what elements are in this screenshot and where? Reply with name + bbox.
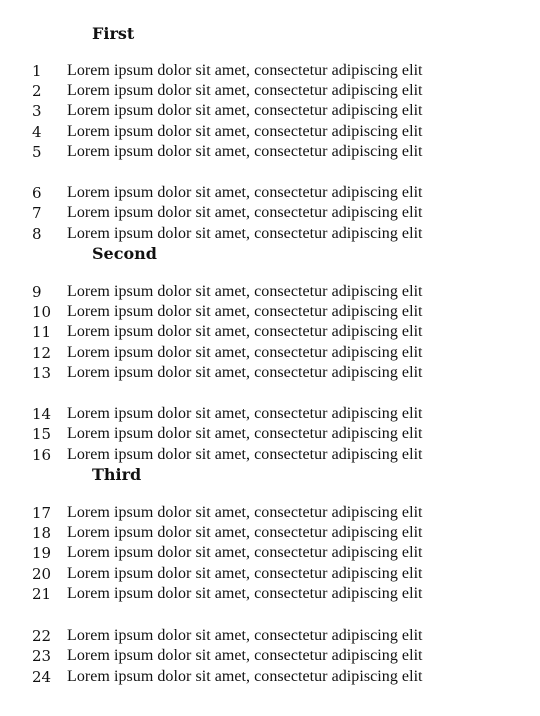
numbered-line [32, 302, 492, 322]
line-number: 3 [32, 102, 42, 120]
numbered-line [32, 61, 492, 81]
section-title-first: First [92, 24, 135, 43]
line-text: Lorem ipsum dolor sit amet, consectetur adipiscing elit [67, 544, 423, 561]
line-number: 22 [32, 627, 52, 645]
line-number: 19 [32, 544, 52, 562]
line-text: Lorem ipsum dolor sit amet, consectetur adipiscing elit [67, 82, 423, 99]
line-number: 14 [32, 405, 52, 423]
numbered-line [32, 101, 492, 121]
line-number: 2 [32, 82, 42, 100]
line-text: Lorem ipsum dolor sit amet, consectetur adipiscing elit [67, 565, 423, 582]
line-number: 1 [32, 62, 42, 80]
numbered-line [32, 224, 492, 244]
numbered-line [32, 183, 492, 203]
line-text: Lorem ipsum dolor sit amet, consectetur adipiscing elit [67, 344, 423, 361]
line-number: 20 [32, 565, 52, 583]
numbered-line [32, 646, 492, 666]
line-number: 24 [32, 668, 52, 686]
numbered-line [32, 322, 492, 342]
line-number: 10 [32, 303, 52, 321]
line-text: Lorem ipsum dolor sit amet, consectetur adipiscing elit [67, 323, 423, 340]
numbered-line [32, 122, 492, 142]
numbered-line [32, 564, 492, 584]
line-number: 23 [32, 647, 52, 665]
line-text: Lorem ipsum dolor sit amet, consectetur adipiscing elit [67, 405, 423, 422]
section-title-second: Second [92, 244, 157, 263]
line-number: 11 [32, 323, 52, 341]
line-text: Lorem ipsum dolor sit amet, consectetur adipiscing elit [67, 668, 423, 685]
numbered-line [32, 523, 492, 543]
line-text: Lorem ipsum dolor sit amet, consectetur adipiscing elit [67, 102, 423, 119]
numbered-line [32, 543, 492, 563]
line-text: Lorem ipsum dolor sit amet, consectetur adipiscing elit [67, 364, 423, 381]
numbered-line [32, 584, 492, 604]
line-text: Lorem ipsum dolor sit amet, consectetur adipiscing elit [67, 184, 423, 201]
line-number: 18 [32, 524, 52, 542]
line-text: Lorem ipsum dolor sit amet, consectetur adipiscing elit [67, 585, 423, 602]
line-number: 16 [32, 446, 52, 464]
line-text: Lorem ipsum dolor sit amet, consectetur adipiscing elit [67, 627, 423, 644]
line-number: 9 [32, 283, 42, 301]
line-number: 17 [32, 504, 52, 522]
line-text: Lorem ipsum dolor sit amet, consectetur adipiscing elit [67, 225, 423, 242]
numbered-line [32, 81, 492, 101]
line-number: 12 [32, 344, 52, 362]
numbered-line [32, 445, 492, 465]
numbered-line [32, 142, 492, 162]
numbered-line [32, 282, 492, 302]
numbered-line [32, 404, 492, 424]
line-text: Lorem ipsum dolor sit amet, consectetur adipiscing elit [67, 62, 423, 79]
line-text: Lorem ipsum dolor sit amet, consectetur adipiscing elit [67, 504, 423, 521]
line-number: 8 [32, 225, 42, 243]
numbered-line [32, 203, 492, 223]
numbered-line [32, 503, 492, 523]
line-number: 15 [32, 425, 52, 443]
line-text: Lorem ipsum dolor sit amet, consectetur adipiscing elit [67, 647, 423, 664]
section-title-third: Third [92, 465, 142, 484]
numbered-line [32, 343, 492, 363]
line-number: 4 [32, 123, 42, 141]
line-number: 7 [32, 204, 42, 222]
line-text: Lorem ipsum dolor sit amet, consectetur adipiscing elit [67, 123, 423, 140]
line-text: Lorem ipsum dolor sit amet, consectetur adipiscing elit [67, 425, 423, 442]
line-text: Lorem ipsum dolor sit amet, consectetur adipiscing elit [67, 204, 423, 221]
line-text: Lorem ipsum dolor sit amet, consectetur adipiscing elit [67, 524, 423, 541]
line-number: 13 [32, 364, 52, 382]
line-text: Lorem ipsum dolor sit amet, consectetur adipiscing elit [67, 446, 423, 463]
line-number: 21 [32, 585, 52, 603]
numbered-line [32, 424, 492, 444]
line-text: Lorem ipsum dolor sit amet, consectetur adipiscing elit [67, 283, 423, 300]
line-text: Lorem ipsum dolor sit amet, consectetur adipiscing elit [67, 143, 423, 160]
line-text: Lorem ipsum dolor sit amet, consectetur adipiscing elit [67, 303, 423, 320]
line-number: 6 [32, 184, 42, 202]
numbered-line [32, 667, 492, 687]
numbered-line [32, 626, 492, 646]
line-number: 5 [32, 143, 42, 161]
numbered-line [32, 363, 492, 383]
